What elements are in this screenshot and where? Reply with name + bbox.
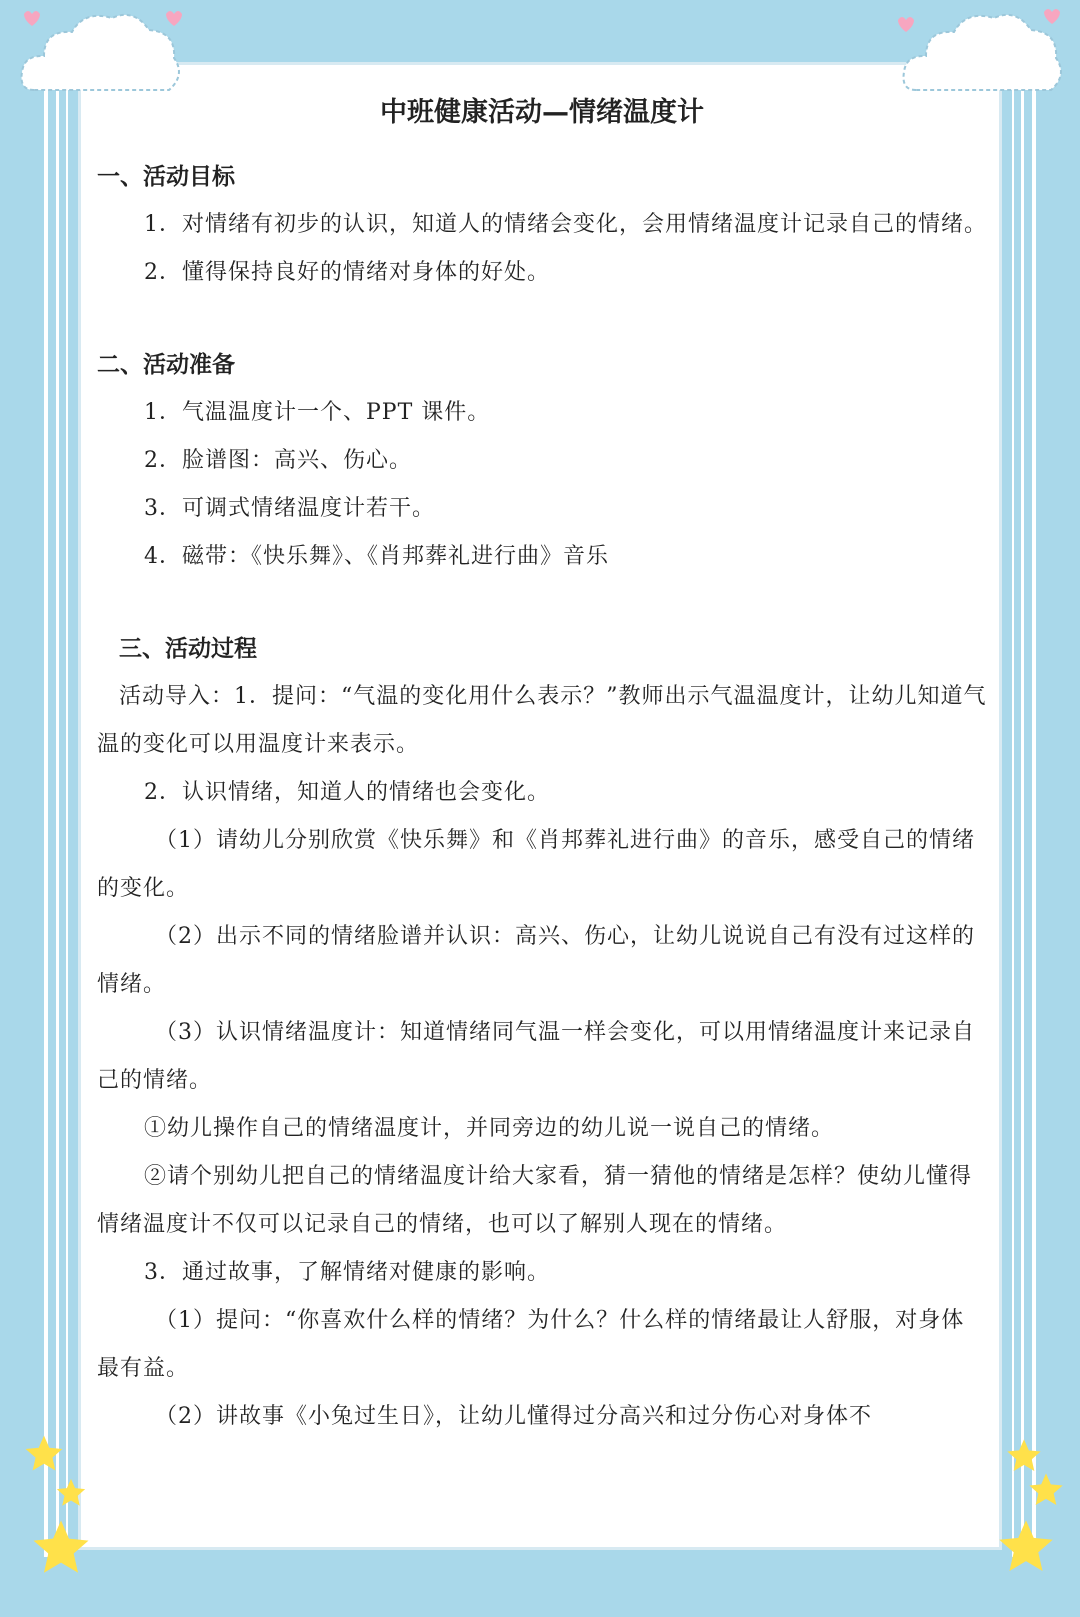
star-icon bbox=[28, 1515, 94, 1581]
left-stripe bbox=[44, 70, 48, 1557]
left-stripe bbox=[66, 70, 68, 1557]
process-paragraph: ①幼儿操作自己的情绪温度计，并同旁边的幼儿说一说自己的情绪。 bbox=[144, 1116, 835, 1141]
star-icon bbox=[22, 1432, 66, 1476]
prep-item: 2．脸谱图：高兴、伤心。 bbox=[144, 448, 412, 473]
process-paragraph: 活动导入：1．提问：“气温的变化用什么表示？”教师出示气温温度计，让幼儿知道气温的变化可以用温度计来表示。 bbox=[97, 684, 987, 757]
heart-icon bbox=[1044, 9, 1060, 24]
process-paragraph: 2．认识情绪，知道人的情绪也会变化。 bbox=[144, 780, 550, 805]
goal-item: 2．懂得保持良好的情绪对身体的好处。 bbox=[144, 260, 550, 285]
right-stripe bbox=[1032, 70, 1036, 1557]
prep-item: 3．可调式情绪温度计若干。 bbox=[144, 496, 435, 521]
star-icon bbox=[1026, 1470, 1066, 1510]
prep-item: 1．气温温度计一个、PPT 课件。 bbox=[144, 400, 491, 425]
heart-icon bbox=[898, 17, 914, 32]
section-heading-process: 三、活动过程 bbox=[119, 636, 257, 662]
heart-icon bbox=[24, 11, 40, 26]
left-stripe bbox=[56, 70, 59, 1557]
right-stripe bbox=[1012, 70, 1014, 1557]
section-heading-prep: 二、活动准备 bbox=[97, 352, 235, 378]
right-stripe bbox=[1021, 70, 1024, 1557]
process-paragraph: （2）出示不同的情绪脸谱并认识：高兴、伤心，让幼儿说说自己有没有过这样的情绪。 bbox=[97, 924, 975, 997]
heart-icon bbox=[166, 11, 182, 26]
prep-item: 4．磁带：《快乐舞》、《肖邦葬礼进行曲》音乐 bbox=[144, 544, 609, 569]
section-heading-goals: 一、活动目标 bbox=[97, 164, 235, 190]
star-icon bbox=[54, 1476, 88, 1510]
process-paragraph: （1）请幼儿分别欣赏《快乐舞》和《肖邦葬礼进行曲》的音乐，感受自己的情绪的变化。 bbox=[97, 828, 975, 901]
process-paragraph: （2）讲故事《小兔过生日》，让幼儿懂得过分高兴和过分伤心对身体不 bbox=[155, 1404, 872, 1429]
process-paragraph: （1）提问：“你喜欢什么样的情绪？为什么？什么样的情绪最让人舒服，对身体最有益。 bbox=[97, 1308, 965, 1381]
goal-item: 1．对情绪有初步的认识，知道人的情绪会变化，会用情绪温度计记录自己的情绪。 bbox=[144, 212, 987, 237]
page-title: 中班健康活动—情绪温度计 bbox=[380, 97, 704, 128]
process-paragraph: 3．通过故事，了解情绪对健康的影响。 bbox=[144, 1260, 550, 1285]
star-icon bbox=[994, 1515, 1058, 1579]
process-paragraph: ②请个别幼儿把自己的情绪温度计给大家看，猜一猜他的情绪是怎样？使幼儿懂得情绪温度计不仅可以记录自己的情绪，也可以了解别人现在的情绪。 bbox=[97, 1164, 973, 1237]
process-paragraph: （3）认识情绪温度计：知道情绪同气温一样会变化，可以用情绪温度计来记录自己的情绪。 bbox=[97, 1020, 975, 1093]
document-content bbox=[97, 85, 987, 1441]
